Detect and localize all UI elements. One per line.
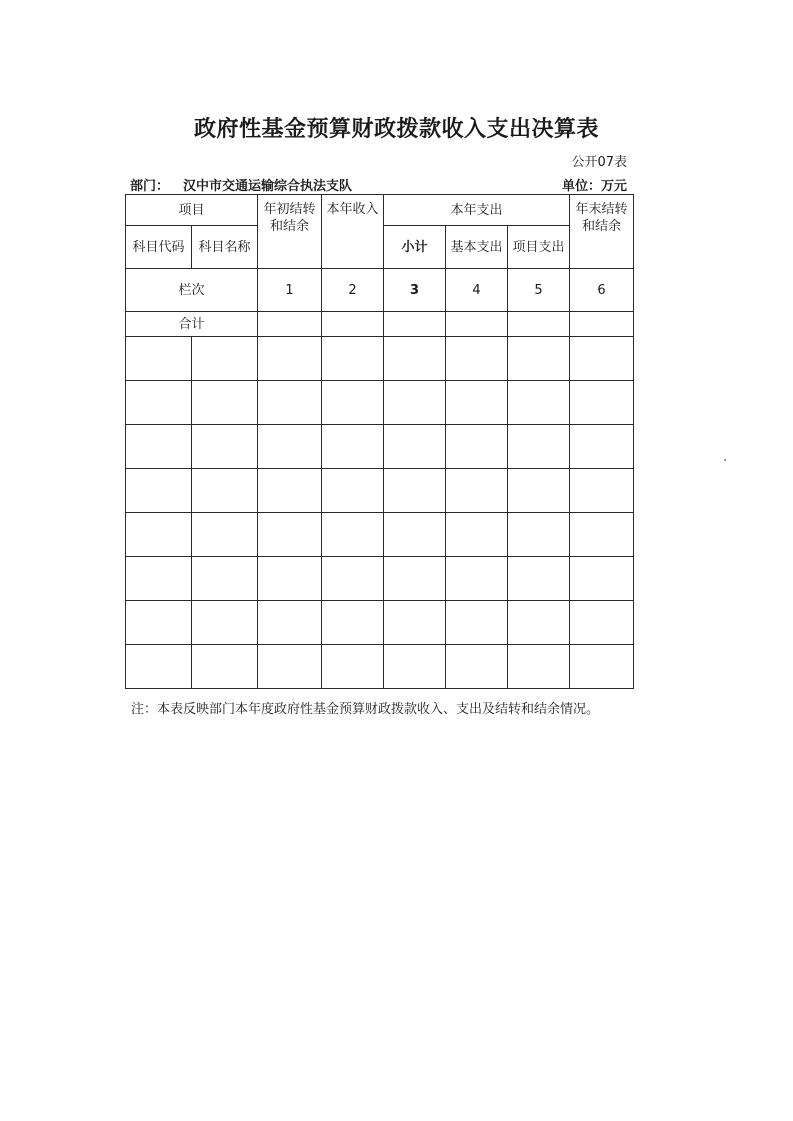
table-cell [322,425,384,469]
table-cell [384,601,446,645]
table-row [126,469,634,513]
table-row [126,337,634,381]
department-line [130,175,352,194]
table-cell [446,601,508,645]
table-cell [384,557,446,601]
table-cell [258,312,322,337]
page-title: 政府性基金预算财政拨款收入支出决算表 [193,117,599,142]
table-cell [384,337,446,381]
table-cell [570,469,634,513]
table-cell [446,337,508,381]
scan-speck [724,459,726,461]
table-cell [446,312,508,337]
table-cell [508,469,570,513]
table-cell [126,601,192,645]
row-index-cell: 2 [322,269,384,312]
table-cell [192,425,258,469]
table-cell [322,381,384,425]
table-row [126,645,634,689]
header-opening-balance: 年初结转和结余 [258,195,322,269]
table-cell [446,513,508,557]
table-cell [446,381,508,425]
table-cell [570,513,634,557]
header-closing-balance: 年末结转和结余 [570,195,634,269]
table-cell [126,645,192,689]
table-cell [258,513,322,557]
header-project-expense: 项目支出 [508,226,570,269]
table-cell [508,601,570,645]
table-row [126,601,634,645]
unit-label: 单位：万元 [561,179,627,194]
table-cell [446,469,508,513]
table-cell [258,557,322,601]
row-index-cell: 6 [570,269,634,312]
table-cell [508,557,570,601]
table-cell [446,557,508,601]
table-cell [508,381,570,425]
table-cell [570,312,634,337]
footnote: 注：本表反映部门本年度政府性基金预算财政拨款收入、支出及结转和结余情况。 [131,702,600,717]
table-cell [258,601,322,645]
table-cell [570,337,634,381]
table-cell [570,425,634,469]
table-cell [570,601,634,645]
row-index-cell: 1 [258,269,322,312]
header-current-expense: 本年支出 [384,195,570,226]
table-cell [322,469,384,513]
table-cell [258,469,322,513]
table-cell [508,513,570,557]
table-cell [126,381,192,425]
table-cell [384,381,446,425]
table-cell [126,425,192,469]
department-label: 部门： [130,179,170,194]
table-cell [446,425,508,469]
table-row [126,381,634,425]
department-name: 汉中市交通运输综合执法支队 [183,179,353,194]
table-cell [126,469,192,513]
table-cell [384,513,446,557]
row-index-cell: 3 [384,269,446,312]
header-subject-name: 科目名称 [192,226,258,269]
header-item: 项目 [126,195,258,226]
table-cell [570,381,634,425]
table-cell [192,601,258,645]
table-cell [508,425,570,469]
table-cell [126,513,192,557]
table-cell [258,381,322,425]
table-cell [322,312,384,337]
header-subtotal: 小计 [384,226,446,269]
table-cell [384,425,446,469]
row-index-cell: 5 [508,269,570,312]
header-current-income: 本年收入 [322,195,384,269]
table-cell [258,425,322,469]
header-basic-expense: 基本支出 [446,226,508,269]
table-cell [508,337,570,381]
row-index-cell: 4 [446,269,508,312]
table-cell [570,645,634,689]
header-subject-code: 科目代码 [126,226,192,269]
table-cell [446,645,508,689]
table-cell [570,557,634,601]
budget-table [125,194,634,689]
table-row [126,557,634,601]
table-row [126,513,634,557]
table-cell [192,557,258,601]
table-cell [322,645,384,689]
table-cell [322,557,384,601]
table-cell [192,381,258,425]
form-code: 公开07表 [571,155,627,170]
table-row [126,425,634,469]
total-label: 合计 [126,312,258,337]
table-cell [508,312,570,337]
table-cell [384,469,446,513]
table-cell [192,337,258,381]
table-cell [322,337,384,381]
table-cell [384,312,446,337]
table-cell [126,337,192,381]
table-cell [192,469,258,513]
row-index-label: 栏次 [126,269,258,312]
table-cell [126,557,192,601]
table-cell [258,645,322,689]
table-cell [192,645,258,689]
table-cell [258,337,322,381]
table-cell [192,513,258,557]
table-cell [322,601,384,645]
table-cell [384,645,446,689]
table-cell [322,513,384,557]
table-cell [508,645,570,689]
